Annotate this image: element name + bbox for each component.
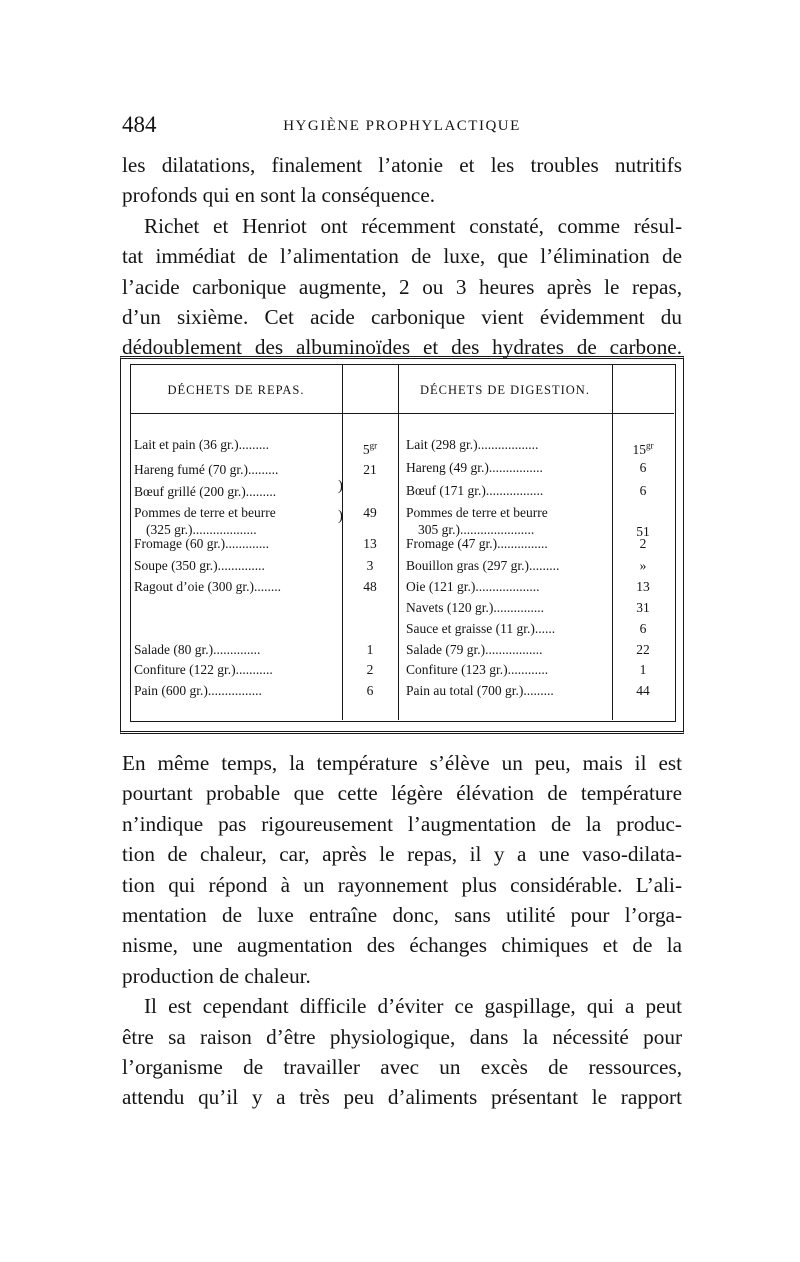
table-row: Pain au total (700 gr.)......... bbox=[406, 683, 554, 698]
text-line: d’un sixième. Cet acide carbonique vient évidemment du bbox=[122, 305, 682, 330]
table-cell-value: 49 bbox=[363, 505, 377, 520]
page-number: 484 bbox=[122, 112, 157, 137]
table-row: Salade (79 gr.)................. bbox=[406, 642, 543, 657]
table-row: Soupe (350 gr.).............. bbox=[134, 558, 265, 573]
table-cell-value: 6 bbox=[366, 683, 374, 698]
table-cell-value: 13 bbox=[363, 536, 377, 551]
text-line: profonds qui en sont la conséquence. bbox=[122, 183, 436, 208]
table-row: Salade (80 gr.).............. bbox=[134, 642, 261, 657]
unit-superscript: gr bbox=[369, 440, 378, 450]
column-divider bbox=[398, 364, 399, 720]
text-line: production de chaleur. bbox=[122, 963, 311, 988]
text-line: dédoublement des albuminoïdes et des hydrates de carbone. bbox=[122, 335, 682, 360]
text-line: les dilatations, finalement l’atonie et les troubles nutritifs bbox=[122, 153, 682, 177]
table-row: 305 gr.)...................... bbox=[418, 522, 535, 537]
column-divider bbox=[342, 364, 343, 720]
text-line: nisme, une augmentation des échanges chimiques et de la bbox=[122, 933, 682, 958]
table-row: Bouillon gras (297 gr.)......... bbox=[406, 558, 560, 573]
column-header-meal-waste: DÉCHETS DE REPAS. bbox=[167, 383, 305, 397]
table-row: Lait et pain (36 gr.)......... bbox=[134, 437, 269, 452]
table-cell-value: 22 bbox=[636, 642, 650, 657]
table-row: Bœuf grillé (200 gr.)......... bbox=[134, 484, 277, 499]
table-row: (325 gr.)................... bbox=[146, 522, 257, 537]
text-line: Il est cependant difficile d’éviter ce gaspillage, qui a peut bbox=[144, 994, 682, 1019]
table-cell-value: 44 bbox=[636, 683, 650, 698]
text-line: tion de chaleur, car, après le repas, il y a une vaso-dilata- bbox=[122, 842, 682, 867]
column-header-digestion-waste: DÉCHETS DE DIGESTION. bbox=[420, 383, 590, 397]
table-cell-value: 13 bbox=[636, 579, 650, 594]
table-row: Fromage (47 gr.)............... bbox=[406, 536, 548, 551]
table-row: Fromage (60 gr.)............. bbox=[134, 536, 269, 551]
table-row: Ragout d’oie (300 gr.)........ bbox=[134, 579, 281, 594]
table-cell-value: 51 bbox=[636, 524, 650, 539]
table-cell-value: 1 bbox=[366, 642, 374, 657]
table-cell-value: 3 bbox=[366, 558, 374, 573]
text-line: n’indique pas rigoureusement l’augmentation de la produc- bbox=[122, 811, 682, 836]
paragraph-main bbox=[122, 748, 682, 1113]
text-line: Richet et Henriot ont récemment constaté, comme résul- bbox=[144, 213, 682, 238]
table-row: Oie (121 gr.)................... bbox=[406, 579, 540, 594]
brace-mark: ) bbox=[338, 508, 343, 524]
table-row: Lait (298 gr.).................. bbox=[406, 437, 539, 452]
table-cell-value bbox=[614, 435, 672, 455]
brace-mark: ) bbox=[338, 478, 343, 494]
text-line: tat immédiat de l’alimentation de luxe, que l’élimination de bbox=[122, 244, 682, 269]
page-header bbox=[122, 112, 682, 142]
table-row: Confiture (123 gr.)............ bbox=[406, 662, 549, 677]
table-row: Hareng fumé (70 gr.)......... bbox=[134, 462, 279, 477]
table-row: Pommes de terre et beurre bbox=[406, 505, 548, 520]
table-row: Pommes de terre et beurre bbox=[134, 505, 276, 520]
paragraph-intro bbox=[122, 150, 682, 363]
cell-value: $15^{gr}$ bbox=[632, 440, 654, 457]
text-line: attendu qu’il y a très peu d’aliments présentant le rapport bbox=[122, 1085, 682, 1110]
table-cell-value: 6 bbox=[639, 621, 647, 636]
header-rule bbox=[398, 413, 612, 414]
column-divider bbox=[612, 364, 613, 720]
table-cell-value: » bbox=[639, 558, 647, 573]
cell-value: $5^{gr}$ bbox=[362, 440, 378, 457]
unit-superscript: gr bbox=[646, 440, 654, 450]
header-rule bbox=[130, 413, 342, 414]
text-line: tion qui répond à un rayonnement plus considérable. L’ali- bbox=[122, 872, 682, 897]
table-row: Navets (120 gr.)............... bbox=[406, 600, 544, 615]
table-row: Bœuf (171 gr.)................. bbox=[406, 483, 544, 498]
header-rule bbox=[612, 413, 674, 414]
table-cell-value: 2 bbox=[366, 662, 374, 677]
table-cell-value: 2 bbox=[639, 536, 647, 551]
text-line: pourtant probable que cette légère élévation de température bbox=[122, 781, 682, 806]
text-line: mentation de luxe entraîne donc, sans utilité pour l’orga- bbox=[122, 903, 682, 928]
table-row: Pain (600 gr.)................ bbox=[134, 683, 262, 698]
text-line: l’acide carbonique augmente, 2 ou 3 heures après le repas, bbox=[122, 274, 682, 299]
table-row: Confiture (122 gr.)........... bbox=[134, 662, 273, 677]
running-head: HYGIÈNE PROPHYLACTIQUE bbox=[283, 118, 521, 134]
table-cell-value: 6 bbox=[639, 483, 647, 498]
header-rule bbox=[342, 413, 398, 414]
table-cell-value: 31 bbox=[636, 600, 650, 615]
table-cell-value bbox=[344, 435, 396, 455]
text-line: En même temps, la température s’élève un peu, mais il est bbox=[122, 751, 682, 775]
text-line: être sa raison d’être physiologique, dans la nécessité pour bbox=[122, 1024, 682, 1049]
table-cell-value: 6 bbox=[639, 460, 647, 475]
table-row: Sauce et graisse (11 gr.)...... bbox=[406, 621, 556, 636]
table-cell-value: 21 bbox=[363, 462, 377, 477]
text-line: l’organisme de travailler avec un excès de ressources, bbox=[122, 1055, 682, 1080]
table-cell-value: 48 bbox=[363, 579, 377, 594]
table-row: Hareng (49 gr.)................ bbox=[406, 460, 543, 475]
table-cell-value: 1 bbox=[639, 662, 647, 677]
